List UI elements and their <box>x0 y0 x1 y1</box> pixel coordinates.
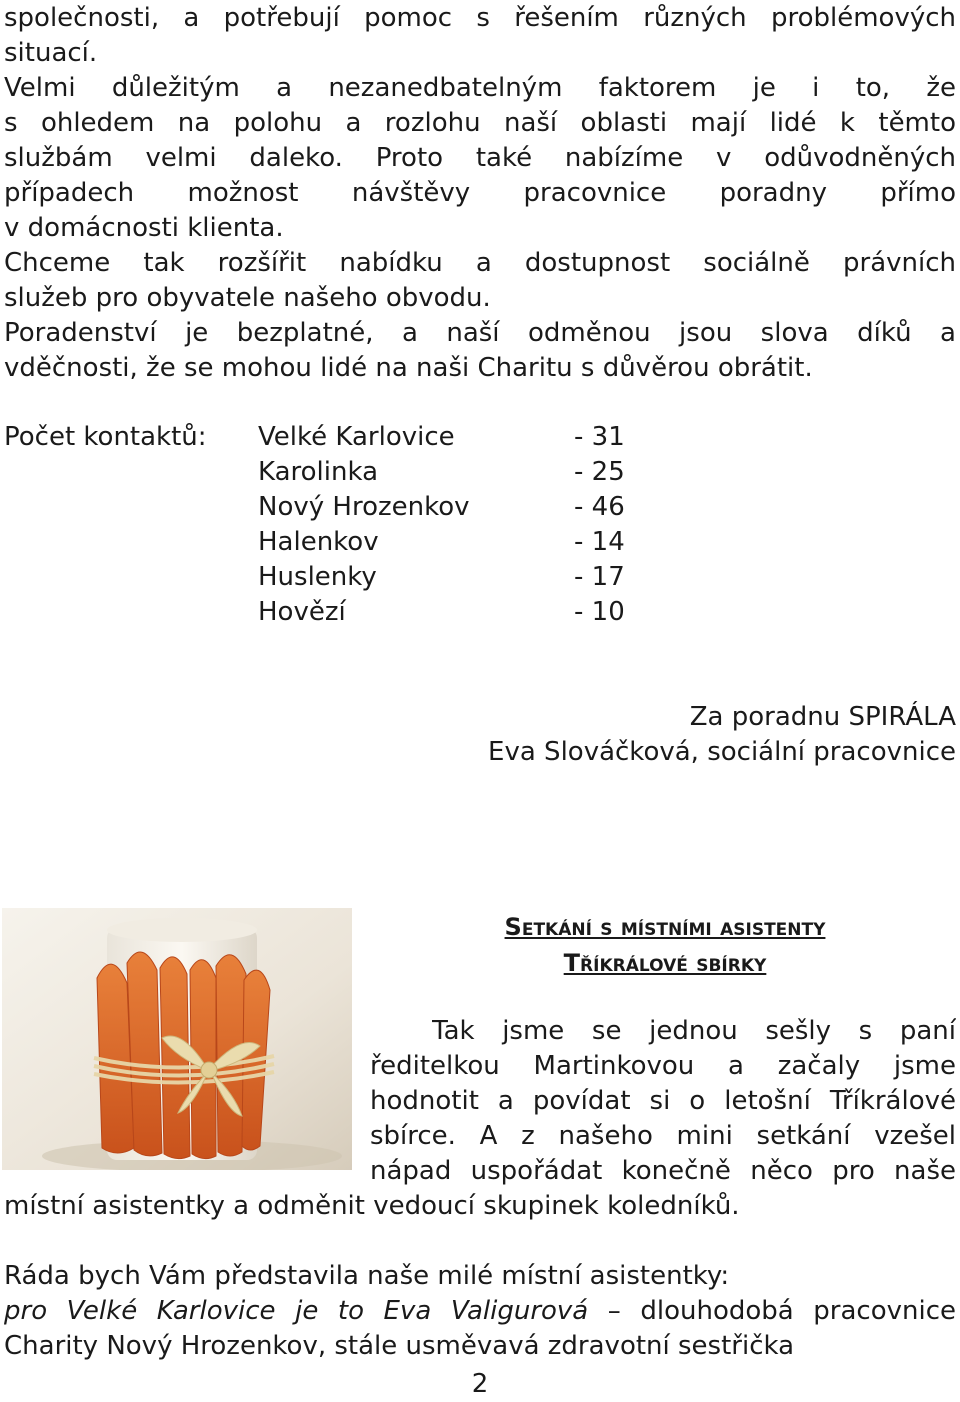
contacts-row <box>258 595 658 630</box>
contacts-count: - 46 <box>574 492 625 522</box>
contacts-place: Huslenky <box>258 562 377 592</box>
candle-photo <box>2 908 352 1170</box>
intro-line: Chceme tak rozšířit nabídku a dostupnost sociálně právních <box>4 248 956 278</box>
intro-line: vděčnosti, že se mohou lidé na naši Charitu s důvěrou obrátit. <box>4 353 813 383</box>
intro-line: v domácnosti klienta. <box>4 213 284 243</box>
contacts-row <box>258 560 658 595</box>
section-body-line: ředitelkou Martinkovou a začaly jsme <box>370 1051 956 1081</box>
section-body-line: Tak jsme se jednou sešly s paní <box>432 1016 956 1046</box>
contacts-place: Karolinka <box>258 457 379 487</box>
contacts-count: - 25 <box>574 457 625 487</box>
contacts-row <box>258 455 658 490</box>
intro-line: případech možnost návštěvy pracovnice poradny přímo <box>4 178 956 208</box>
section-body-line: hodnotit a povídat si o letošní Tříkrálové <box>370 1086 956 1116</box>
section-body-line: nápad uspořádat konečně něco pro naše <box>370 1156 956 1186</box>
section-heading-line2: Tříkrálové sbírky <box>563 949 767 977</box>
page-number: 2 <box>471 1369 489 1399</box>
contacts-label: Počet kontaktů: <box>4 422 207 452</box>
contacts-row <box>258 525 658 560</box>
contacts-place: Nový Hrozenkov <box>258 492 470 522</box>
intro-line: služeb pro obyvatele našeho obvodu. <box>4 283 491 313</box>
contacts-place: Hovězí <box>258 597 346 627</box>
intro-line: Poradenství je bezplatné, a naší odměnou jsou slova díků a <box>4 318 956 348</box>
contacts-count: - 14 <box>574 527 625 557</box>
intro-line: situací. <box>4 38 98 68</box>
section-body-line: sbírce. A z našeho mini setkání vzešel <box>370 1121 956 1151</box>
closing-line-1: Ráda bych Vám představila naše milé místní asistentky: <box>4 1261 730 1291</box>
signature-org: Za poradnu SPIRÁLA <box>689 702 956 732</box>
candle-photo-icon <box>2 908 352 1170</box>
contacts-table <box>258 420 658 630</box>
contacts-row <box>258 490 658 525</box>
closing-line-2-rest: – dlouhodobá pracovnice <box>588 1296 956 1326</box>
section-heading-line1: Setkání s místními asistenty <box>504 913 826 941</box>
contacts-count: - 10 <box>574 597 625 627</box>
contacts-count: - 31 <box>574 422 625 452</box>
closing-line-3: Charity Nový Hrozenkov, stále usměvavá zdravotní sestřička <box>4 1331 795 1361</box>
section-body-continued: místní asistentky a odměnit vedoucí skupinek koledníků. <box>4 1191 740 1221</box>
intro-line: službám velmi daleko. Proto také nabízíme v odůvodněných <box>4 143 956 173</box>
contacts-place: Halenkov <box>258 527 379 557</box>
signature-name: Eva Slováčková, sociální pracovnice <box>488 737 956 767</box>
closing-line-2-italic: pro Velké Karlovice je to Eva Valigurová <box>4 1296 589 1326</box>
intro-line: Velmi důležitým a nezanedbatelným faktorem je i to, že <box>4 73 956 103</box>
intro-line: společnosti, a potřebují pomoc s řešením různých problémových <box>4 3 956 33</box>
intro-line: s ohledem na polohu a rozlohu naší oblasti mají lidé k těmto <box>4 108 956 138</box>
contacts-place: Velké Karlovice <box>258 422 455 452</box>
contacts-row <box>258 420 658 455</box>
contacts-count: - 17 <box>574 562 625 592</box>
closing-line-2 <box>4 1294 956 1329</box>
